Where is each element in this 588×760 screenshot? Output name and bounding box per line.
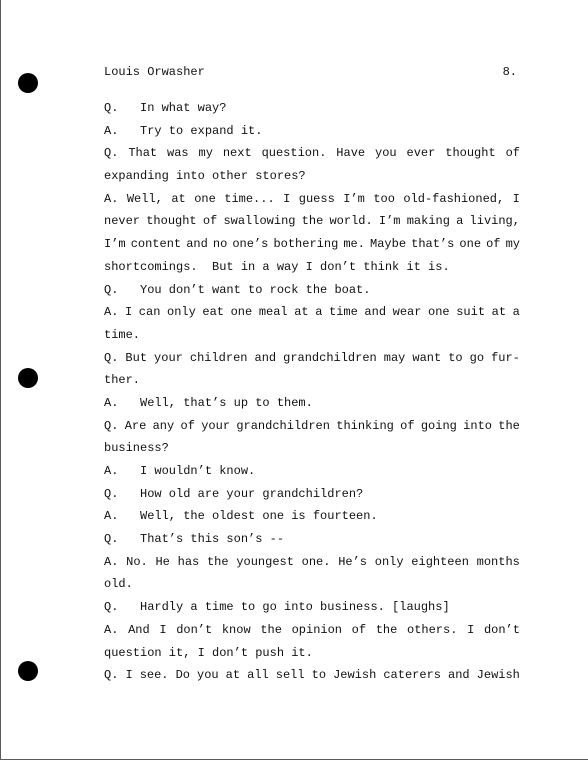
transcript-line: business?	[104, 441, 169, 456]
binder-hole	[18, 73, 38, 93]
transcript-line: Q. But your children and grandchildren may want to go fur-	[104, 350, 520, 365]
transcript-line: A. Well, that’s up to them.	[104, 395, 313, 410]
transcript-line: Q. Are any of your grandchildren thinking of going into the	[104, 418, 520, 433]
transcript-line: A. Well, at one time... I guess I’m too old-fashioned, I	[104, 191, 520, 206]
transcript-line: Q. That was my next question. Have you ever thought of	[104, 146, 520, 161]
transcript-line: Q. I see. Do you at all sell to Jewish caterers and Jewish	[104, 668, 520, 683]
transcript-line: A. And I don’t know the opinion of the others. I don’t	[104, 622, 520, 637]
binder-hole	[18, 368, 38, 388]
transcript-line: old.	[104, 577, 133, 592]
interviewee-name: Louis Orwasher	[104, 65, 205, 79]
page-header	[104, 65, 517, 85]
transcript-line: A. I wouldn’t know.	[104, 464, 256, 478]
transcript-line: question it, I don’t push it.	[104, 645, 313, 660]
transcript-line: time.	[104, 327, 141, 342]
transcript-line: I’m content and no one’s bothering me. Maybe that’s one of my	[104, 237, 520, 252]
transcript-body	[104, 101, 520, 691]
transcript-line: Q. How old are your grandchildren?	[104, 486, 364, 501]
transcript-line: A. No. He has the youngest one. He’s only eighteen months	[104, 554, 520, 569]
transcript-line: Q. In what way?	[104, 101, 227, 115]
binder-hole	[18, 661, 38, 681]
transcript-line: Q. You don’t want to rock the boat.	[104, 282, 371, 297]
transcript-line: A. Well, the oldest one is fourteen.	[104, 509, 378, 524]
transcript-line: ther.	[104, 373, 141, 388]
transcript-line: shortcomings. But in a way I don’t think it is.	[104, 259, 450, 274]
transcript-line: Q. That’s this son’s --	[104, 532, 285, 547]
page-number: 8.	[502, 65, 517, 79]
transcript-line: never thought of swallowing the world. I’m making a living,	[104, 214, 520, 229]
transcript-line: Q. Hardly a time to go into business. [laughs]	[104, 600, 450, 615]
transcript-line: A. Try to expand it.	[104, 123, 263, 138]
transcript-line: A. I can only eat one meal at a time and wear one suit at a	[104, 305, 520, 320]
transcript-line: expanding into other stores?	[104, 169, 306, 184]
